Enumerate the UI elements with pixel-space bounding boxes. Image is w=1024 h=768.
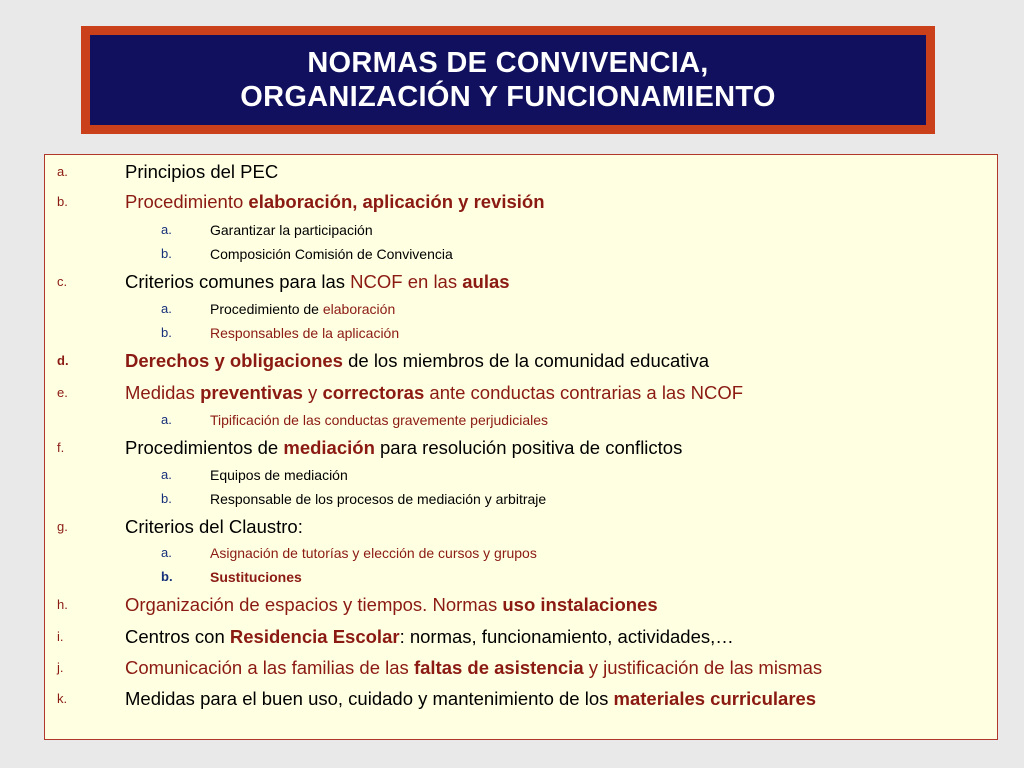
item-marker: c. [57,274,68,289]
subitem-marker: a. [161,412,172,427]
item-marker: g. [57,519,68,534]
item-marker: h. [57,597,68,612]
subitem-marker: a. [161,467,172,482]
subitem-text: Responsable de los procesos de mediación y arbitraje [210,491,547,507]
subitem-text: Tipificación de las conductas gravemente perjudiciales [210,412,548,428]
item-text: Comunicación a las familias de las faltas de asistencia y justificación de las mismas [125,657,823,678]
item-marker: e. [57,385,68,400]
item-text: Procedimientos de mediación para resolución positiva de conflictos [125,437,683,458]
subitem-marker: b. [161,491,172,506]
item-marker: j. [57,660,64,675]
item-marker: d. [57,353,69,368]
item-text: Organización de espacios y tiempos. Normas uso instalaciones [125,594,658,615]
item-text: Criterios comunes para las NCOF en las aulas [125,271,510,292]
subitem-text: Composición Comisión de Convivencia [210,246,453,262]
subitem-marker: b. [161,569,173,584]
subitem-marker: b. [161,246,172,261]
subitem-marker: a. [161,301,172,316]
subitem-marker: b. [161,325,172,340]
item-text: Procedimiento elaboración, aplicación y revisión [125,191,545,212]
item-marker: i. [57,629,64,644]
title-line-2: ORGANIZACIÓN Y FUNCIONAMIENTO [240,81,776,113]
item-text: Medidas para el buen uso, cuidado y mantenimiento de los materiales curriculares [125,688,817,709]
subitem-text: Sustituciones [210,569,302,585]
title-line-1: NORMAS DE CONVIVENCIA, [307,47,709,79]
subitem-text: Equipos de mediación [210,467,348,483]
item-marker: f. [57,440,65,455]
title-banner [81,26,935,134]
subitem-text: Garantizar la participación [210,222,373,238]
outline-panel [44,154,998,740]
subitem-text: Procedimiento de elaboración [210,301,396,317]
subitem-marker: a. [161,545,172,560]
item-marker: a. [57,164,68,179]
item-text: Derechos y obligaciones de los miembros de la comunidad educativa [125,350,710,371]
item-text: Criterios del Claustro: [125,516,303,537]
item-text: Principios del PEC [125,161,279,182]
subitem-marker: a. [161,222,172,237]
item-text: Medidas preventivas y correctoras ante conductas contrarias a las NCOF [125,382,744,403]
item-marker: b. [57,194,68,209]
item-text: Centros con Residencia Escolar: normas, funcionamiento, actividades,… [125,626,734,647]
item-marker: k. [57,691,68,706]
subitem-text: Responsables de la aplicación [210,325,400,341]
subitem-text: Asignación de tutorías y elección de cursos y grupos [210,545,537,561]
